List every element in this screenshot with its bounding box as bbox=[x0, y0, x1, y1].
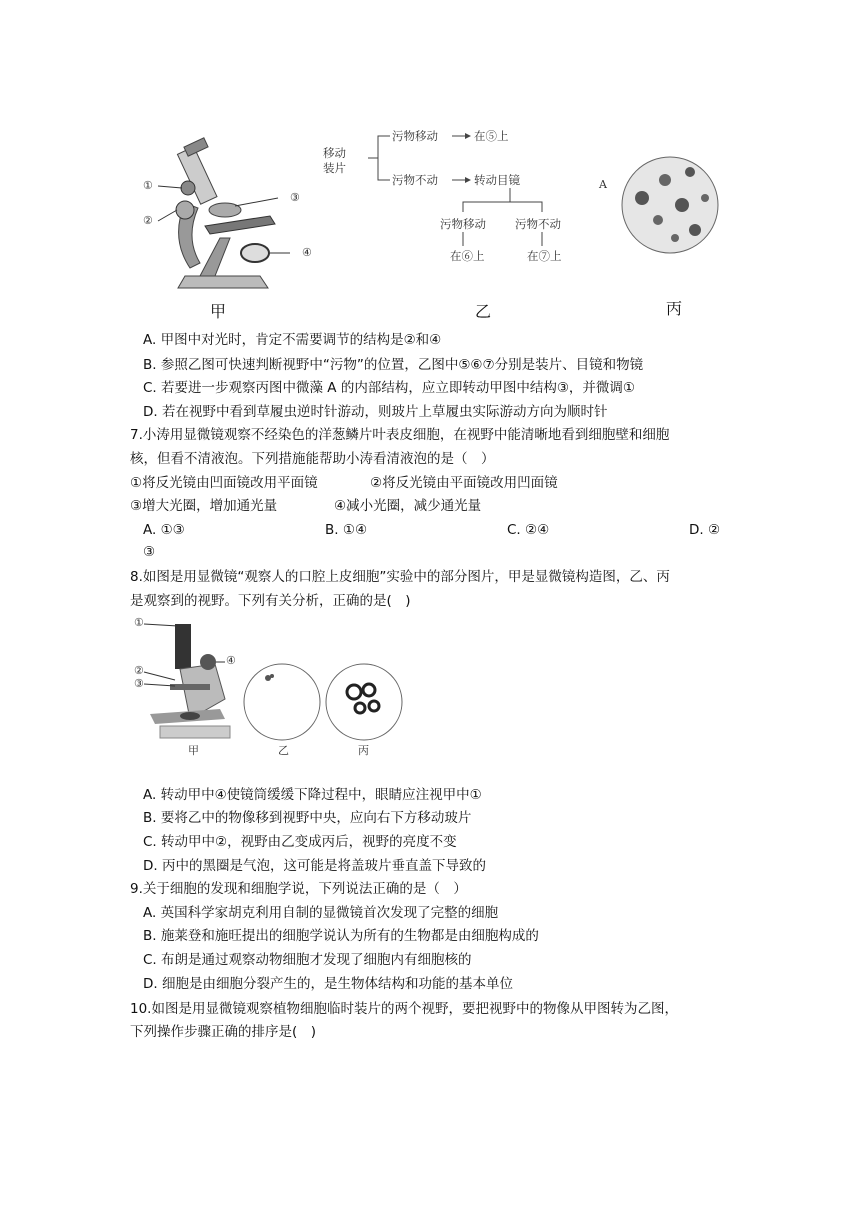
q9-stem: 9.关于细胞的发现和细胞学说，下列说法正确的是（ ） bbox=[130, 881, 467, 897]
label-A: A bbox=[599, 178, 607, 191]
flow-dirt-moves: 污物移动 bbox=[392, 129, 438, 143]
q9-option-c: C. 布朗是通过观察动物细胞才发现了细胞内有细胞核的 bbox=[143, 952, 472, 968]
flow-on-objective: 在⑦上 bbox=[527, 249, 562, 263]
part-label-4: ④ bbox=[302, 246, 312, 259]
q7-option-b: B. ①④ bbox=[325, 522, 368, 538]
figure-label-yi: 乙 bbox=[475, 302, 492, 321]
q8-label-bing: 丙 bbox=[358, 744, 369, 757]
microscope-jia-drawing bbox=[130, 128, 330, 298]
flow-on-slide: 在⑤上 bbox=[474, 129, 509, 143]
microscope-q8-drawing bbox=[130, 614, 250, 759]
q8-stem-line1: 8.如图是用显微镜“观察人的口腔上皮细胞”实验中的部分图片，甲是显微镜构造图，乙、丙 bbox=[130, 569, 670, 585]
q7-item-4: ④减小光圈，减少通光量 bbox=[334, 498, 482, 514]
q10-stem-line2: 下列操作步骤正确的排序是( ) bbox=[130, 1024, 317, 1040]
q8-label-jia: 甲 bbox=[188, 744, 199, 757]
q6-option-d: D. 若在视野中看到草履虫逆时针游动，则玻片上草履虫实际游动方向为顺时针 bbox=[143, 404, 608, 420]
q7-option-d-cont: ③ bbox=[143, 544, 156, 560]
q8-stem-line2: 是观察到的视野。下列有关分析，正确的是( ) bbox=[130, 593, 411, 609]
part-label-3: ③ bbox=[290, 191, 300, 204]
q7-item-3: ③增大光圈，增加通光量 bbox=[130, 498, 278, 514]
flow-move-slide: 移动 装片 bbox=[323, 146, 346, 175]
figure-q8 bbox=[130, 614, 400, 759]
q7-stem-line1: 7.小涛用显微镜观察不经染色的洋葱鳞片叶表皮细胞，在视野中能清晰地看到细胞壁和细胞 bbox=[130, 427, 670, 443]
q8-part-3: ③ bbox=[134, 677, 144, 690]
q8-label-yi: 乙 bbox=[278, 744, 289, 757]
q6-option-a: A. 甲图中对光时，肯定不需要调节的结构是②和④ bbox=[143, 332, 442, 348]
q7-item-2: ②将反光镜由平面镜改用凹面镜 bbox=[370, 475, 558, 491]
figure-microscope-flow bbox=[130, 128, 730, 328]
q8-option-b: B. 要将乙中的物像移到视野中央，应向右下方移动玻片 bbox=[143, 810, 472, 826]
figure-label-bing: 丙 bbox=[666, 299, 683, 318]
q8-part-1: ① bbox=[134, 616, 144, 629]
q8-option-c: C. 转动甲中②，视野由乙变成丙后，视野的亮度不变 bbox=[143, 834, 457, 850]
q9-option-d: D. 细胞是由细胞分裂产生的，是生物体结构和功能的基本单位 bbox=[143, 976, 513, 992]
q7-item-1: ①将反光镜由凹面镜改用平面镜 bbox=[130, 475, 318, 491]
flow-dirt-still: 污物不动 bbox=[392, 173, 438, 187]
q8-part-4: ④ bbox=[226, 654, 236, 667]
part-label-2: ② bbox=[143, 214, 153, 227]
q8-field-yi bbox=[242, 662, 322, 742]
q6-option-c: C. 若要进一步观察丙图中微藻 A 的内部结构，应立即转动甲图中结构③，并微调① bbox=[143, 380, 636, 396]
q7-option-d: D. ② bbox=[689, 522, 721, 538]
q9-option-a: A. 英国科学家胡克利用自制的显微镜首次发现了完整的细胞 bbox=[143, 905, 499, 921]
q7-option-a: A. ①③ bbox=[143, 522, 185, 538]
flow-arrows bbox=[320, 128, 580, 288]
flow-dirt-still-2: 污物不动 bbox=[515, 217, 561, 231]
flow-turn-eyepiece: 转动目镜 bbox=[474, 173, 520, 187]
q7-option-c: C. ②④ bbox=[507, 522, 550, 538]
q8-option-d: D. 丙中的黑圈是气泡，这可能是将盖玻片垂直盖下导致的 bbox=[143, 858, 486, 874]
q8-option-a: A. 转动甲中④使镜筒缓缓下降过程中，眼睛应注视甲中① bbox=[143, 787, 482, 803]
q8-field-bing bbox=[324, 662, 404, 742]
part-label-1: ① bbox=[143, 179, 153, 192]
q7-stem-line2: 核，但看不清液泡。下列措施能帮助小涛看清液泡的是（ ） bbox=[130, 451, 495, 467]
q10-stem-line1: 10.如图是用显微镜观察植物细胞临时装片的两个视野，要把视野中的物像从甲图转为乙图， bbox=[130, 1001, 678, 1017]
flow-on-eyepiece: 在⑥上 bbox=[450, 249, 485, 263]
q8-part-2: ② bbox=[134, 664, 144, 677]
figure-label-jia: 甲 bbox=[210, 302, 227, 321]
field-of-view-bing bbox=[620, 150, 720, 260]
flow-dirt-moves-2: 污物移动 bbox=[440, 217, 486, 231]
q6-option-b: B. 参照乙图可快速判断视野中“污物”的位置，乙图中⑤⑥⑦分别是装片、目镜和物镜 bbox=[143, 357, 644, 373]
q9-option-b: B. 施莱登和施旺提出的细胞学说认为所有的生物都是由细胞构成的 bbox=[143, 928, 539, 944]
